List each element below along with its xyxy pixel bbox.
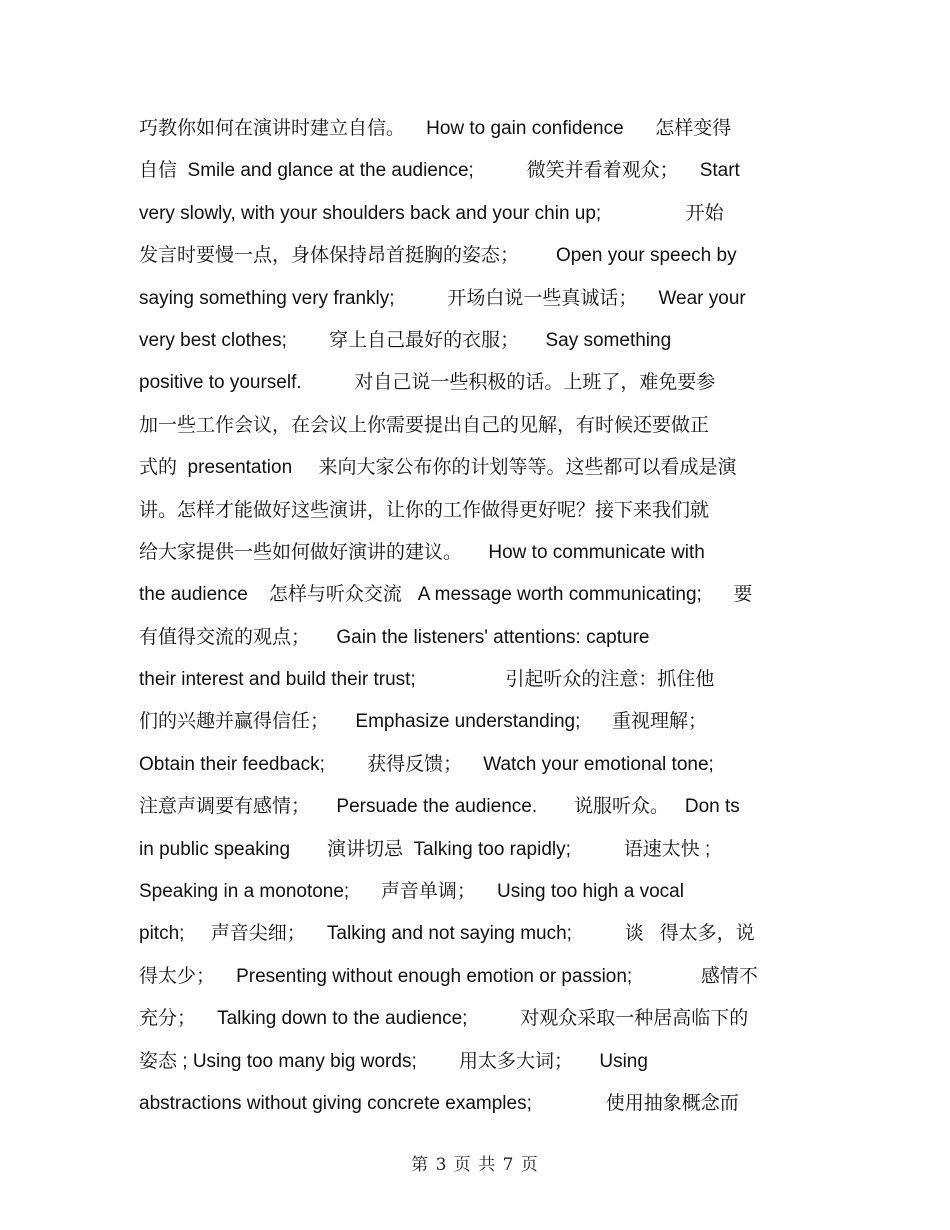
text-line: 加一些工作会议，在会议上你需要提出自己的见解，有时候还要做正 bbox=[139, 414, 710, 436]
text-line: in public speaking 演讲切忌 Talking too rapidly; 语速太快 ; bbox=[139, 838, 711, 860]
text-line: 充分； Talking down to the audience; 对观众采取一种居高临下的 bbox=[139, 1008, 749, 1030]
text-line: positive to yourself. 对自己说一些积极的话。上班了，难免要参 bbox=[139, 372, 716, 394]
text-line: 给大家提供一些如何做好演讲的建议。 How to communicate with bbox=[139, 541, 705, 563]
text-line: Obtain their feedback; 获得反馈； Watch your emotional tone; bbox=[139, 753, 714, 775]
text-line: Speaking in a monotone; 声音单调； Using too high a vocal bbox=[139, 881, 684, 903]
text-line: 注意声调要有感情； Persuade the audience. 说服听众。 Don ts bbox=[139, 796, 740, 818]
text-line: 自信 Smile and glance at the audience; 微笑并看着观众； Start bbox=[139, 160, 740, 182]
text-line: 们的兴趣并赢得信任； Emphasize understanding; 重视理解； bbox=[139, 711, 708, 733]
text-line: saying something very frankly; 开场白说一些真诚话； Wear your bbox=[139, 287, 746, 309]
text-line: 发言时要慢一点，身体保持昂首挺胸的姿态； Open your speech by bbox=[139, 245, 737, 267]
text-line: 式的 presentation 来向大家公布你的计划等等。这些都可以看成是演 bbox=[139, 457, 737, 479]
text-line: pitch; 声音尖细； Talking and not saying much; 谈 得太多，说 bbox=[139, 923, 755, 945]
body-text bbox=[139, 108, 819, 1125]
text-line: their interest and build their trust; 引起听众的注意：抓住他 bbox=[139, 669, 715, 691]
page-number-footer: 第 3 页 共 7 页 bbox=[411, 1155, 539, 1175]
text-line: the audience 怎样与听众交流 A message worth communicating; 要 bbox=[139, 584, 753, 606]
text-line: 姿态 ; Using too many big words; 用太多大词； Using bbox=[139, 1050, 648, 1072]
text-line: 巧教你如何在演讲时建立自信。 How to gain confidence 怎样变得 bbox=[139, 118, 732, 139]
text-line: 有值得交流的观点； Gain the listeners' attentions: capture bbox=[139, 626, 650, 648]
text-line: very slowly, with your shoulders back and your chin up; 开始 bbox=[139, 202, 724, 224]
text-line: very best clothes; 穿上自己最好的衣服； Say something bbox=[139, 329, 672, 351]
text-line: 讲。怎样才能做好这些演讲，让你的工作做得更好呢？接下来我们就 bbox=[139, 499, 710, 521]
text-line: abstractions without giving concrete examples; 使用抽象概念而 bbox=[139, 1092, 739, 1114]
text-line: 得太少； Presenting without enough emotion or passion; 感情不 bbox=[139, 965, 758, 987]
